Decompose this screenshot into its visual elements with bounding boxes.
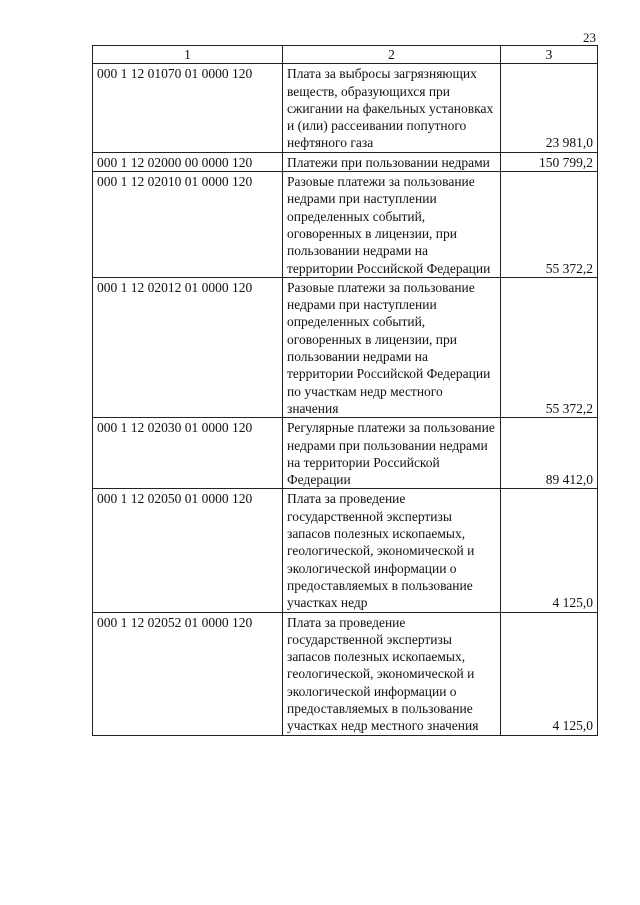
table-row [93,277,598,417]
row-code: 000 1 12 02010 01 0000 120 [93,172,283,278]
budget-table [92,45,598,736]
row-code: 000 1 12 02050 01 0000 120 [93,489,283,612]
row-description: Разовые платежи за пользование недрами при наступлении определенных событий, оговоренных в лицензии, при пользовании недрами на территории Российской Федерации по участкам недр местного значения [283,277,501,417]
row-description: Платежи при пользовании недрами [283,152,501,171]
row-amount: 89 412,0 [501,418,598,489]
table-header-row [93,46,598,64]
row-amount: 55 372,2 [501,172,598,278]
row-amount: 55 372,2 [501,277,598,417]
table-row [93,612,598,735]
row-code: 000 1 12 02030 01 0000 120 [93,418,283,489]
row-code: 000 1 12 01070 01 0000 120 [93,64,283,152]
table-row [93,489,598,612]
table-row [93,152,598,171]
row-amount: 4 125,0 [501,489,598,612]
row-description: Плата за проведение государственной экспертизы запасов полезных ископаемых, геологической, экономической и экологической информации о предоставляемых в пользование участках недр местного значения [283,612,501,735]
row-description: Плата за проведение государственной экспертизы запасов полезных ископаемых, геологической, экономической и экологической информации о предоставляемых в пользование участках недр [283,489,501,612]
row-code: 000 1 12 02000 00 0000 120 [93,152,283,171]
column-header-2: 2 [283,46,501,64]
row-code: 000 1 12 02012 01 0000 120 [93,277,283,417]
column-header-3: 3 [501,46,598,64]
page-number: 23 [583,30,596,45]
row-amount: 4 125,0 [501,612,598,735]
column-header-1: 1 [93,46,283,64]
row-code: 000 1 12 02052 01 0000 120 [93,612,283,735]
row-amount: 23 981,0 [501,64,598,152]
row-description: Плата за выбросы загрязняющих веществ, образующихся при сжигании на факельных установках и (или) рассеивании попутного нефтяного газа [283,64,501,152]
table-row [93,172,598,278]
row-amount: 150 799,2 [501,152,598,171]
row-description: Разовые платежи за пользование недрами при наступлении определенных событий, оговоренных в лицензии, при пользовании недрами на территории Российской Федерации [283,172,501,278]
table-row [93,418,598,489]
row-description: Регулярные платежи за пользование недрами при пользовании недрами на территории Российской Федерации [283,418,501,489]
table-row [93,64,598,152]
